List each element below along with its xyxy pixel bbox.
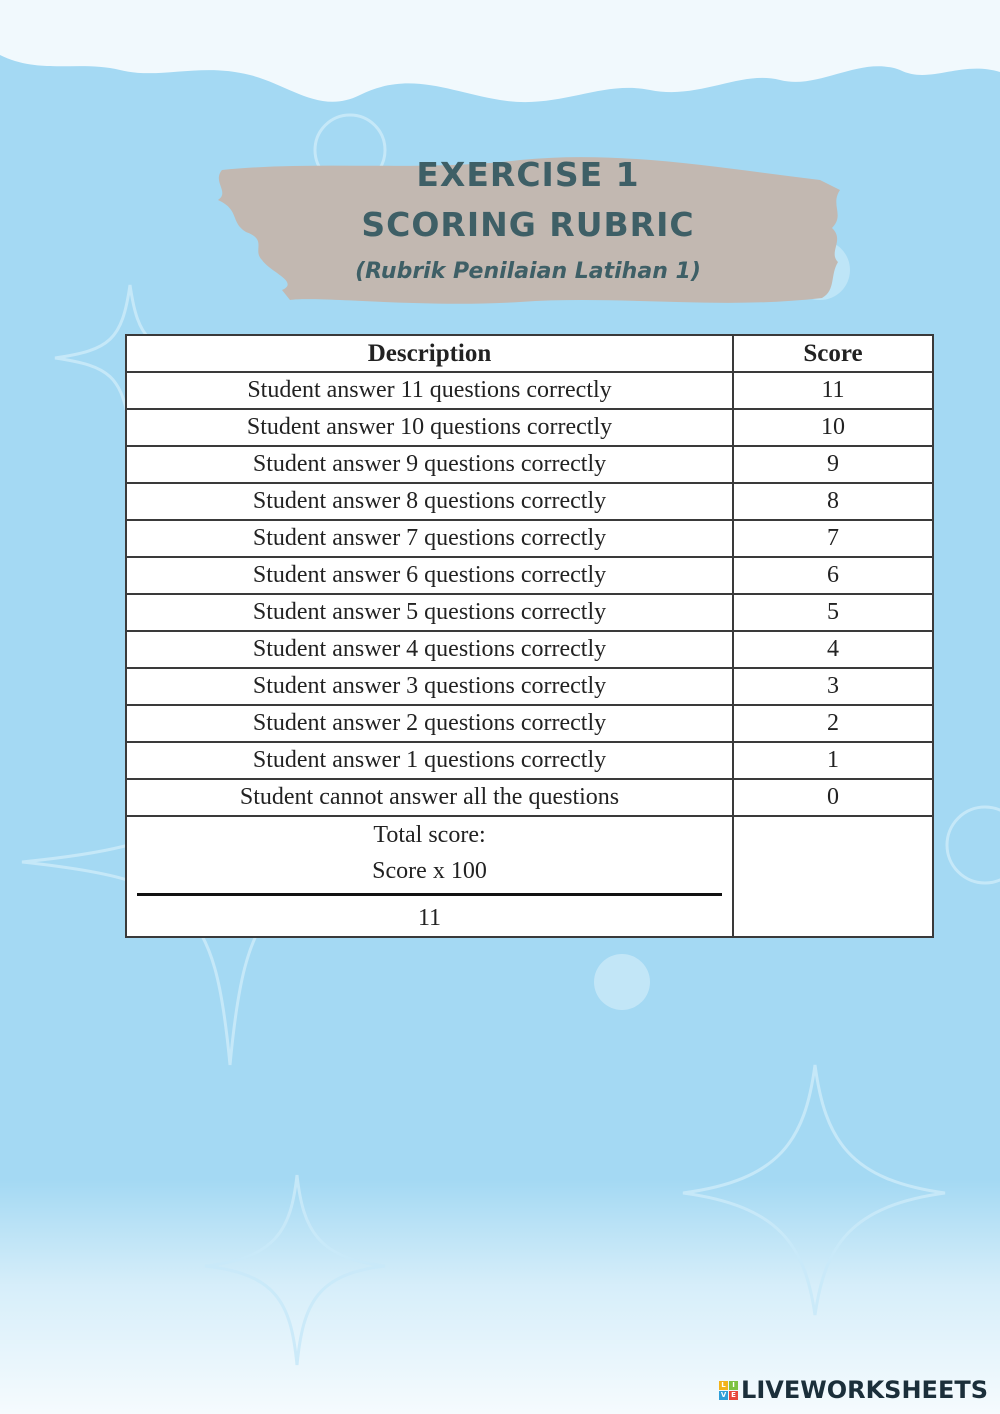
- table-row: [126, 631, 933, 668]
- row-score: 9: [733, 446, 933, 483]
- row-score: 10: [733, 409, 933, 446]
- table-row: [126, 557, 933, 594]
- table-row: [126, 742, 933, 779]
- row-score: 6: [733, 557, 933, 594]
- row-score: 5: [733, 594, 933, 631]
- table-row: [126, 594, 933, 631]
- bubble-icon: [594, 954, 650, 1010]
- row-description: Student answer 10 questions correctly: [126, 409, 733, 446]
- row-description: Student answer 6 questions correctly: [126, 557, 733, 594]
- row-score: 7: [733, 520, 933, 557]
- logo-text: LIVEWORKSHEETS: [741, 1376, 988, 1404]
- row-description: Student answer 3 questions correctly: [126, 668, 733, 705]
- table-row: [126, 483, 933, 520]
- row-score: 2: [733, 705, 933, 742]
- header-score: Score: [733, 335, 933, 372]
- row-description: Student answer 11 questions correctly: [126, 372, 733, 409]
- fraction-bar: [137, 893, 722, 896]
- row-score: 1: [733, 742, 933, 779]
- row-description: Student cannot answer all the questions: [126, 779, 733, 816]
- scoring-rubric-table: [125, 334, 934, 938]
- title-block: [0, 150, 1000, 294]
- liveworksheets-mark-icon: L I V E: [719, 1381, 738, 1400]
- row-description: Student answer 1 questions correctly: [126, 742, 733, 779]
- formula-denominator: 11: [417, 905, 442, 931]
- liveworksheets-logo[interactable]: [719, 1376, 988, 1404]
- row-description: Student answer 5 questions correctly: [126, 594, 733, 631]
- total-score-row: [126, 816, 933, 937]
- table-row: [126, 409, 933, 446]
- exercise-title: EXERCISE 1: [416, 155, 640, 194]
- top-snow-band: [0, 0, 1000, 102]
- row-score: 8: [733, 483, 933, 520]
- row-score: 4: [733, 631, 933, 668]
- row-score: 11: [733, 372, 933, 409]
- total-score-formula: [126, 816, 733, 937]
- header-description: Description: [126, 335, 733, 372]
- row-description: Student answer 8 questions correctly: [126, 483, 733, 520]
- table-row: [126, 372, 933, 409]
- total-score-value[interactable]: [733, 816, 933, 937]
- formula-numerator: Score x 100: [372, 858, 487, 884]
- row-score: 3: [733, 668, 933, 705]
- row-description: Student answer 4 questions correctly: [126, 631, 733, 668]
- table-row: [126, 779, 933, 816]
- row-score: 0: [733, 779, 933, 816]
- table-row: [126, 520, 933, 557]
- row-description: Student answer 7 questions correctly: [126, 520, 733, 557]
- table-row: [126, 668, 933, 705]
- bubble-icon: [947, 807, 1000, 883]
- row-description: Student answer 9 questions correctly: [126, 446, 733, 483]
- row-description: Student answer 2 questions correctly: [126, 705, 733, 742]
- table-row: [126, 446, 933, 483]
- table-row: [126, 705, 933, 742]
- rubric-title: SCORING RUBRIC: [361, 205, 695, 244]
- table-header-row: [126, 335, 933, 372]
- total-score-label: Total score:: [373, 822, 486, 848]
- rubric-subtitle: (Rubrik Penilaian Latihan 1): [355, 259, 701, 284]
